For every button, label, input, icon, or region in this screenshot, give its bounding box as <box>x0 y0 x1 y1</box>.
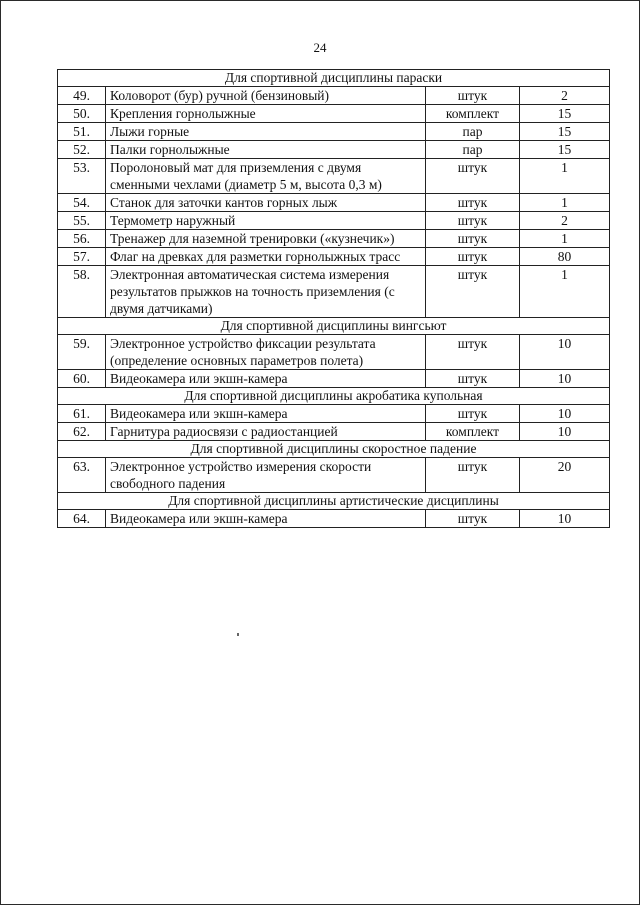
item-unit: пар <box>426 141 520 159</box>
table-row <box>58 123 610 141</box>
row-number: 58. <box>58 266 106 318</box>
equipment-table <box>57 69 610 528</box>
table-row <box>58 458 610 493</box>
item-unit: штук <box>426 405 520 423</box>
section-header-row <box>58 493 610 510</box>
row-number: 60. <box>58 370 106 388</box>
item-quantity: 1 <box>520 230 610 248</box>
item-quantity: 10 <box>520 335 610 370</box>
row-number: 61. <box>58 405 106 423</box>
item-name: Крепления горнолыжные <box>106 105 426 123</box>
section-title: Для спортивной дисциплины артистические дисциплины <box>58 493 610 510</box>
table-row <box>58 141 610 159</box>
table-row <box>58 405 610 423</box>
row-number: 51. <box>58 123 106 141</box>
row-number: 54. <box>58 194 106 212</box>
item-name: Видеокамера или экшн-камера <box>106 405 426 423</box>
item-quantity: 10 <box>520 370 610 388</box>
item-unit: штук <box>426 248 520 266</box>
table-row <box>58 423 610 441</box>
item-unit: комплект <box>426 105 520 123</box>
table-row <box>58 335 610 370</box>
item-name: Видеокамера или экшн-камера <box>106 370 426 388</box>
table-row <box>58 194 610 212</box>
row-number: 59. <box>58 335 106 370</box>
item-quantity: 10 <box>520 423 610 441</box>
row-number: 56. <box>58 230 106 248</box>
item-unit: штук <box>426 458 520 493</box>
row-number: 62. <box>58 423 106 441</box>
section-header-row <box>58 70 610 87</box>
item-name: Тренажер для наземной тренировки («кузнечик») <box>106 230 426 248</box>
item-unit: штук <box>426 335 520 370</box>
item-name: Электронное устройство фиксации результата (определение основных параметров полета) <box>106 335 426 370</box>
section-header-row <box>58 441 610 458</box>
item-unit: штук <box>426 194 520 212</box>
table-row <box>58 370 610 388</box>
item-name: Поролоновый мат для приземления с двумя сменными чехлами (диаметр 5 м, высота 0,3 м) <box>106 159 426 194</box>
item-name: Гарнитура радиосвязи с радиостанцией <box>106 423 426 441</box>
table-row <box>58 266 610 318</box>
row-number: 49. <box>58 87 106 105</box>
item-quantity: 2 <box>520 87 610 105</box>
item-unit: пар <box>426 123 520 141</box>
item-name: Электронная автоматическая система измерения результатов прыжков на точность приземления (с двумя датчиками) <box>106 266 426 318</box>
table-row <box>58 105 610 123</box>
item-unit: комплект <box>426 423 520 441</box>
page-number: 24 <box>313 40 327 55</box>
table-row <box>58 230 610 248</box>
item-name: Станок для заточки кантов горных лыж <box>106 194 426 212</box>
item-quantity: 20 <box>520 458 610 493</box>
item-name: Видеокамера или экшн-камера <box>106 510 426 528</box>
table-row <box>58 212 610 230</box>
item-unit: штук <box>426 212 520 230</box>
item-name: Коловорот (бур) ручной (бензиновый) <box>106 87 426 105</box>
item-quantity: 2 <box>520 212 610 230</box>
row-number: 53. <box>58 159 106 194</box>
item-quantity: 15 <box>520 105 610 123</box>
item-quantity: 1 <box>520 159 610 194</box>
item-name: Электронное устройство измерения скорости свободного падения <box>106 458 426 493</box>
item-name: Палки горнолыжные <box>106 141 426 159</box>
item-quantity: 15 <box>520 123 610 141</box>
section-header-row <box>58 388 610 405</box>
table-row <box>58 87 610 105</box>
item-name: Лыжи горные <box>106 123 426 141</box>
item-quantity: 80 <box>520 248 610 266</box>
item-quantity: 10 <box>520 405 610 423</box>
item-unit: штук <box>426 370 520 388</box>
item-unit: штук <box>426 266 520 318</box>
row-number: 57. <box>58 248 106 266</box>
item-quantity: 1 <box>520 266 610 318</box>
item-unit: штук <box>426 87 520 105</box>
item-name: Флаг на древках для разметки горнолыжных трасс <box>106 248 426 266</box>
section-title: Для спортивной дисциплины параски <box>58 70 610 87</box>
item-name: Термометр наружный <box>106 212 426 230</box>
item-unit: штук <box>426 510 520 528</box>
row-number: 63. <box>58 458 106 493</box>
scan-speck <box>237 633 239 636</box>
table-row <box>58 248 610 266</box>
section-header-row <box>58 318 610 335</box>
item-quantity: 15 <box>520 141 610 159</box>
row-number: 52. <box>58 141 106 159</box>
item-unit: штук <box>426 159 520 194</box>
row-number: 64. <box>58 510 106 528</box>
section-title: Для спортивной дисциплины вингсьют <box>58 318 610 335</box>
item-quantity: 10 <box>520 510 610 528</box>
section-title: Для спортивной дисциплины скоростное падение <box>58 441 610 458</box>
row-number: 50. <box>58 105 106 123</box>
row-number: 55. <box>58 212 106 230</box>
table-row <box>58 510 610 528</box>
item-quantity: 1 <box>520 194 610 212</box>
section-title: Для спортивной дисциплины акробатика купольная <box>58 388 610 405</box>
item-unit: штук <box>426 230 520 248</box>
table-row <box>58 159 610 194</box>
